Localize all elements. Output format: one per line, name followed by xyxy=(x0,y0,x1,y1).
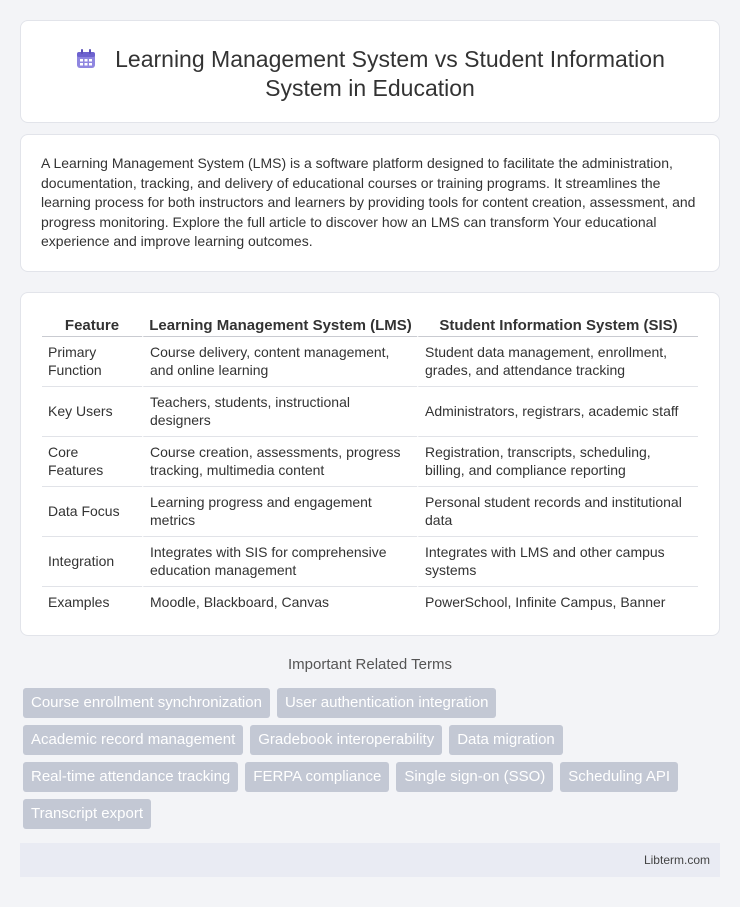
table-cell: Course creation, assessments, progress tracking, multimedia content xyxy=(142,437,417,487)
table-cell: Administrators, registrars, academic staff xyxy=(417,387,698,437)
page-title: Learning Management System vs Student Information System in Education xyxy=(115,46,665,101)
related-term-tag[interactable]: Academic record management xyxy=(23,725,243,755)
table-cell: Integrates with SIS for comprehensive education management xyxy=(142,537,417,587)
related-term-tag[interactable]: Data migration xyxy=(449,725,563,755)
table-header: Feature xyxy=(42,313,142,337)
related-term-tag[interactable]: Scheduling API xyxy=(560,762,678,792)
table-cell: Registration, transcripts, scheduling, billing, and compliance reporting xyxy=(417,437,698,487)
related-term-tag[interactable]: Course enrollment synchronization xyxy=(23,688,270,718)
table-cell: Integrates with LMS and other campus systems xyxy=(417,537,698,587)
table-cell: Course delivery, content management, and online learning xyxy=(142,337,417,387)
table-row xyxy=(42,337,698,387)
table-cell: Primary Function xyxy=(42,337,142,387)
table-row xyxy=(42,537,698,587)
table-row xyxy=(42,487,698,537)
table-cell: Moodle, Blackboard, Canvas xyxy=(142,587,417,618)
related-terms-heading: Important Related Terms xyxy=(288,656,452,673)
table-cell: Data Focus xyxy=(42,487,142,537)
table-cell: PowerSchool, Infinite Campus, Banner xyxy=(417,587,698,618)
related-term-tag[interactable]: FERPA compliance xyxy=(245,762,389,792)
table-header: Learning Management System (LMS) xyxy=(142,313,417,337)
title-card xyxy=(20,20,720,123)
table-header-row xyxy=(42,313,698,337)
related-terms-list xyxy=(23,688,713,829)
table-cell: Integration xyxy=(42,537,142,587)
table-cell: Personal student records and institutional data xyxy=(417,487,698,537)
table-cell: Student data management, enrollment, grades, and attendance tracking xyxy=(417,337,698,387)
footer-brand-link[interactable]: Libterm.com xyxy=(643,853,710,867)
table-cell: Examples xyxy=(48,594,110,610)
intro-paragraph: A Learning Management System (LMS) is a software platform designed to facilitate the administration, documentation, tracking, and delivery of educational courses or training programs. It streamlines the learning process for both instructors and learners by providing tools for content creation, assessment, and progress monitoring. Explore the full article to discover how an LMS can transform Your educational experience and improve learning outcomes. xyxy=(41,155,696,250)
related-term-tag[interactable]: User authentication integration xyxy=(277,688,496,718)
related-term-tag[interactable]: Transcript export xyxy=(23,799,151,829)
related-term-tag[interactable]: Single sign-on (SSO) xyxy=(396,762,553,792)
table-row xyxy=(42,387,698,437)
intro-card xyxy=(20,134,720,272)
footer xyxy=(20,843,720,877)
calendar-icon xyxy=(75,48,97,70)
table-header: Student Information System (SIS) xyxy=(417,313,698,337)
comparison-table xyxy=(42,313,698,618)
related-term-tag[interactable]: Gradebook interoperability xyxy=(250,725,442,755)
related-term-tag[interactable]: Real-time attendance tracking xyxy=(23,762,238,792)
table-row xyxy=(42,437,698,487)
table-cell: Learning progress and engagement metrics xyxy=(142,487,417,537)
table-cell: Core Features xyxy=(42,437,142,487)
comparison-card xyxy=(20,292,720,636)
table-cell: Teachers, students, instructional designers xyxy=(142,387,417,437)
table-row xyxy=(42,587,698,618)
table-cell: Key Users xyxy=(42,387,142,437)
